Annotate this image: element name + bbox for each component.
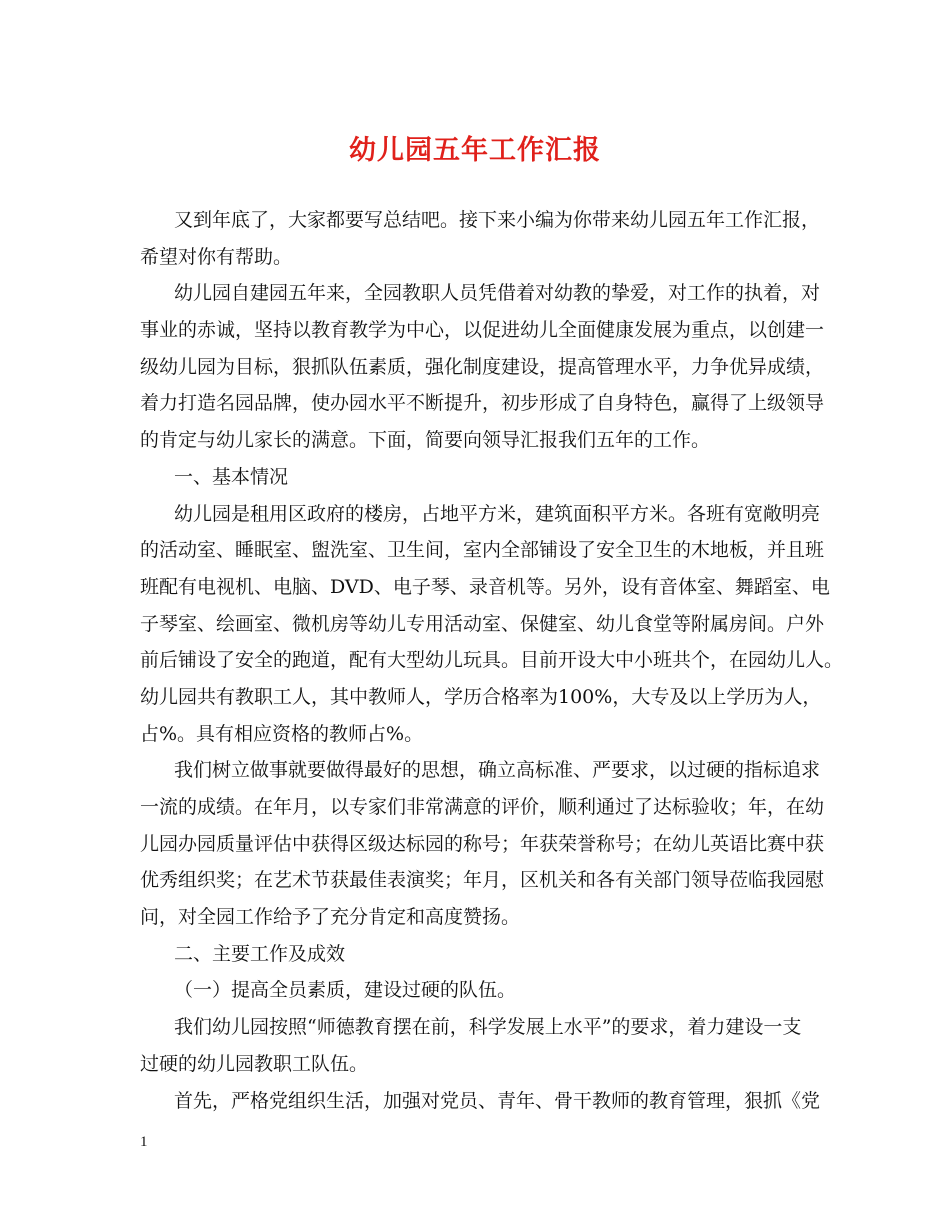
paragraph-first-line: 幼儿园是租用区政府的楼房，占地平方米，建筑面积平方米。各班有宽敞明亮: [174, 502, 821, 525]
paragraph-line: 级幼儿园为目标，狠抓队伍素质，强化制度建设，提高管理水平，力争优异成绩，: [140, 355, 825, 378]
paragraph-line: 的活动室、睡眠室、盥洗室、卫生间，室内全部铺设了安全卫生的木地板，并且班: [140, 539, 825, 562]
paragraph-line: 子琴室、绘画室、微机房等幼儿专用活动室、保健室、幼儿食堂等附属房间。户外: [140, 612, 825, 635]
paragraph-line: 过硬的幼儿园教职工队伍。: [140, 1052, 369, 1075]
paragraph-line: 占%。具有相应资格的教师占%。: [140, 722, 424, 745]
paragraph-line: 班配有电视机、电脑、DVD、电子琴、录音机等。另外，设有音体室、舞蹈室、电: [140, 575, 830, 598]
paragraph-first-line: 二、主要工作及成效: [174, 942, 346, 965]
document-title: 幼儿园五年工作汇报: [349, 135, 601, 166]
paragraph-line: 幼儿园共有教职工人，其中教师人，学历合格率为100%，大专及以上学历为人，: [140, 685, 822, 708]
paragraph-first-line: 首先，严格党组织生活，加强对党员、青年、骨干教师的教育管理，狠抓《党: [174, 1089, 821, 1112]
paragraph-first-line: 一、基本情况: [174, 465, 289, 488]
paragraph-first-line: 我们幼儿园按照“师德教育摆在前，科学发展上水平”的要求，着力建设一支: [174, 1016, 802, 1039]
paragraph-line: 着力打造名园品牌，使办园水平不断提升，初步形成了自身特色，赢得了上级领导: [140, 392, 825, 415]
paragraph-line: 希望对你有帮助。: [140, 245, 293, 268]
paragraph-line: 儿园办园质量评估中获得区级达标园的称号；年获荣誉称号；在幼儿英语比赛中获: [140, 832, 825, 855]
document-body: [140, 202, 844, 1119]
paragraph-first-line: 幼儿园自建园五年来，全园教职人员凭借着对幼教的挚爱，对工作的执着，对: [174, 282, 821, 305]
paragraph-line: 问，对全园工作给予了充分肯定和高度赞扬。: [140, 906, 521, 929]
paragraph-first-line: （一）提高全员素质，建设过硬的队伍。: [174, 979, 517, 1002]
paragraph-first-line: 我们树立做事就要做得最好的思想，确立高标准、严要求，以过硬的指标追求: [174, 759, 821, 782]
paragraph-line: 前后铺设了安全的跑道，配有大型幼儿玩具。目前开设大中小班共个，在园幼儿人。: [140, 649, 844, 672]
paragraph-line: 优秀组织奖；在艺术节获最佳表演奖；年月，区机关和各有关部门领导莅临我园慰: [140, 869, 825, 892]
paragraph-line: 的肯定与幼儿家长的满意。下面，简要向领导汇报我们五年的工作。: [140, 429, 711, 452]
paragraph-line: 一流的成绩。在年月，以专家们非常满意的评价，顺利通过了达标验收；年，在幼: [140, 796, 825, 818]
paragraph-first-line: 又到年底了，大家都要写总结吧。接下来小编为你带来幼儿园五年工作汇报，: [174, 209, 821, 231]
paragraph-line: 事业的赤诚，坚持以教育教学为中心，以促进幼儿全面健康发展为重点，以创建一: [140, 319, 825, 342]
page-number: 1: [140, 1134, 148, 1150]
